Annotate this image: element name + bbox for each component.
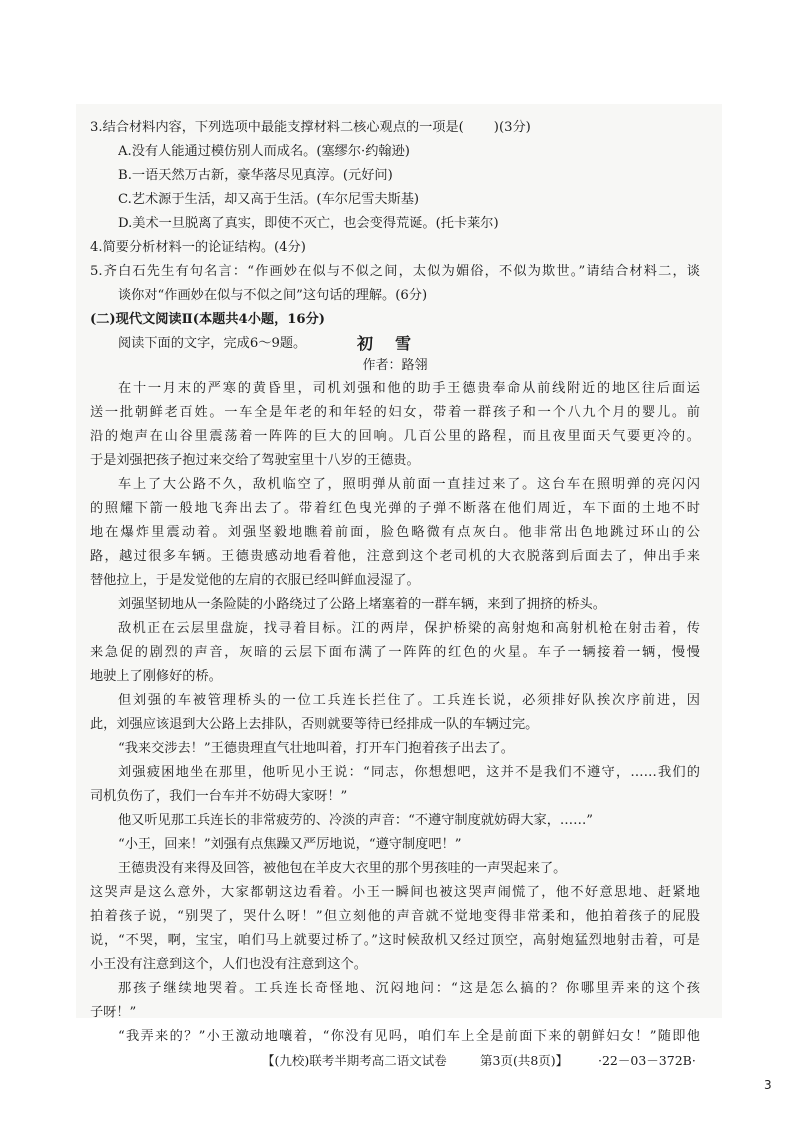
article-line: 刘强坚韧地从一条险陡的小路绕过了公路上堵塞着的一群车辆，来到了拥挤的桥头。 [118,597,606,612]
article-line: 此，刘强应该退到大公路上去排队，否则就要等待已经排成一队的车辆过完。 [90,717,539,732]
article-line: 小王没有注意到这个，人们也没有注意到这个。 [90,957,367,972]
article-line: 送一批朝鲜老百姓。一车全是年老的和年轻的妇女，带着一群孩子和一个八九个月的婴儿。前 [90,405,700,420]
article-line: 车上了大公路不久，敌机临空了，照明弹从前面一直挂过来了。这台车在照明弹的亮闪闪 [118,477,700,492]
article-line: 但刘强的车被管理桥头的一位工兵连长拦住了。工兵连长说，必须排好队挨次序前进，因 [118,693,700,708]
article-line: 地在爆炸里震动着。刘强坚毅地瞧着前面，脸色略微有点灰白。他非常出色地跳过环山的公 [90,525,700,540]
question-4: 4.简要分析材料一的论证结构。(4分) [90,240,306,255]
article-line: 于是刘强把孩子抱过来交给了驾驶室里十八岁的王德贵。 [90,453,420,468]
article-line: 的照耀下箭一般地飞奔出去了。带着红色曳光弹的子弹不断落在他们周近，车下面的土地不时 [90,501,700,516]
article-author: 作者：路翎 [362,358,428,373]
section-heading: (二)现代文阅读Ⅱ(本题共4小题，16分) [90,312,326,327]
article-line: 地驶上了刚修好的桥。 [90,669,222,684]
article-line: 来急促的剧烈的声音，灰暗的云层下面布满了一阵阵的红色的火星。车子一辆接着一辆，慢慢 [90,645,700,660]
question-3-option-c: C.艺术源于生活，却又高于生活。(车尔尼雪夫斯基) [118,192,420,207]
article-line: 替他拉上，于是发觉他的左肩的衣服已经叫鲜血浸湿了。 [90,573,420,588]
article-line: “我弄来的？”小王激动地嚷着，“你没有见吗，咱们车上全是前面下来的朝鲜妇女！”随即他 [118,1029,700,1044]
question-5-line-1: 5.齐白石先生有句名言：“作画妙在似与不似之间，太似为媚俗，不似为欺世。”请结合材料二，谈 [90,264,700,279]
footer-code: ·22－03－372B· [598,1053,696,1068]
article-title: 初雪 [356,334,433,353]
article-line: 司机负伤了，我们一台车并不妨碍大家呀！” [90,789,348,804]
article-line: “我来交涉去！”王德贵理直气壮地叫着，打开车门抱着孩子出去了。 [118,741,514,756]
article-line: 说，“不哭，啊，宝宝，咱们马上就要过桥了。”这时候敌机又经过顶空，高射炮猛烈地射击着，可是 [90,933,700,948]
article-line: 刘强疲困地坐在那里，他听见小王说：“同志，你想想吧，这并不是我们不遵守，……我们的 [118,765,700,780]
question-3-option-a: A.没有人能通过模仿别人而成名。(塞缪尔·约翰逊) [118,144,410,159]
page-number: 3 [764,1078,772,1092]
article-line: 王德贵没有来得及回答，被他包在羊皮大衣里的那个男孩哇的一声哭起来了。 [118,861,567,876]
footer-page-info: 第3页(共8页)】 [480,1053,569,1068]
question-3-stem: 3.结合材料内容，下列选项中最能支撑材料二核心观点的一项是( )(3分) [90,120,531,135]
article-line: 敌机正在云层里盘旋，找寻着目标。江的两岸，保护桥梁的高射炮和高射机枪在射击着，传 [118,621,700,636]
article-line: 路，越过很多车辆。王德贵感动地看着他，注意到这个老司机的大衣脱落到后面去了，伸出手来 [90,549,700,564]
article-line: 在十一月末的严寒的黄昏里，司机刘强和他的助手王德贵奉命从前线附近的地区往后面运 [118,381,700,396]
footer-title: 【(九校)联考半期考高二语文试卷 [262,1053,447,1068]
section-instruction: 阅读下面的文字，完成6～9题。 [118,336,307,351]
question-5-line-2: 谈你对“作画妙在似与不似之间”这句话的理解。(6分) [118,288,428,303]
article-line: 这哭声是这么意外，大家都朝这边看着。小王一瞬间也被这哭声闹慌了，他不好意思地、赶紧地 [90,885,700,900]
question-3-option-d: D.美术一旦脱离了真实，即使不灭亡，也会变得荒诞。(托卡莱尔) [118,216,499,231]
article-line: 那孩子继续地哭着。工兵连长奇怪地、沉闷地问：“这是怎么搞的？你哪里弄来的这个孩 [118,981,700,996]
article-line: 拍着孩子说，“别哭了，哭什么呀！”但立刻他的声音就不觉地变得非常柔和，他拍着孩子的屁股 [90,909,700,924]
article-line: “小王，回来！”刘强有点焦躁又严厉地说，“遵守制度吧！” [118,837,462,852]
article-line: 子呀！” [90,1005,137,1020]
article-line: 沿的炮声在山谷里震荡着一阵阵的巨大的回响。几百公里的路程，而且夜里面天气要更冷的。 [90,429,700,444]
article-line: 他又听见那工兵连长的非常疲劳的、冷淡的声音：“不遵守制度就妨碍大家，……” [118,813,594,828]
question-3-option-b: B.一语天然万古新，豪华落尽见真淳。(元好问) [118,168,393,183]
